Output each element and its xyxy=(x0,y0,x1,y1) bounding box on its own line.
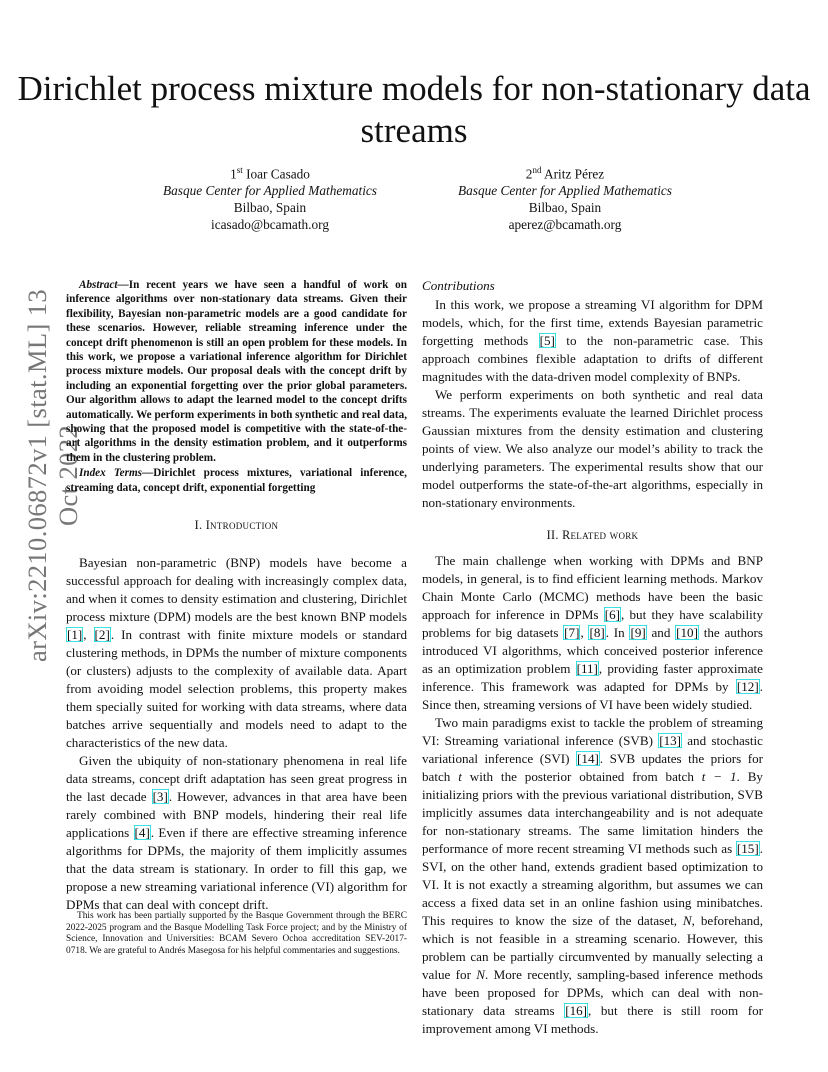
author-block-2 xyxy=(395,162,735,233)
math-variable: N xyxy=(476,967,485,982)
math-variable: t xyxy=(458,769,462,784)
citation-link[interactable]: [10] xyxy=(676,625,698,640)
subsection-heading-contributions: Contributions xyxy=(422,278,495,293)
citation-link[interactable]: [2] xyxy=(94,627,110,643)
citation-link[interactable]: [4] xyxy=(134,825,150,841)
contributions-paragraph-1: In this work, we propose a streaming VI algorithm for DPM models, which, for the first time, extends Bayesian parametric forgetting methods [5] to the non-parametric case. This approach combines flexible adaptation to drifts of different magnitudes with the data-driven model complexity of BNPs. xyxy=(422,297,763,384)
footnote-funding: This work has been partially supported by the Basque Government through the BERC 2022-2025 program and the Basque Modelling Task Force project; and by the Ministry of Science, Innovation and Universities: BCAM Severo Ochoa accreditation SEV-2017-0718. We are grateful to Andrés Masegosa for his helpful commentaries and suggestions. xyxy=(66,911,407,957)
citation-link[interactable]: [15] xyxy=(736,841,759,856)
paper-title: Dirichlet process mixture models for non-stationary data streams xyxy=(17,69,811,150)
author-email: icasado@bcamath.org xyxy=(211,217,329,233)
author-email: aperez@bcamath.org xyxy=(508,217,622,233)
author-affiliation: Basque Center for Applied Mathematics xyxy=(163,183,377,199)
citation-link[interactable]: [6] xyxy=(604,607,621,622)
citation-link[interactable]: [13] xyxy=(659,733,682,748)
section-heading-introduction: I. Introduction xyxy=(194,518,279,533)
section-heading-related-work: II. Related work xyxy=(546,528,639,542)
contributions-paragraph-2: We perform experiments on both synthetic and real data streams. The experiments evaluate the learned Dirichlet process Gaussian mixtures from the density estimation and clustering points of view. We also analyze our model’s ability to track the underlying parameters. The experimental results show that our model outperforms the state-of-the-art algorithms, especially in non-stationary environments. xyxy=(422,387,763,510)
author-affiliation: Basque Center for Applied Mathematics xyxy=(458,183,672,199)
citation-link[interactable]: [11] xyxy=(576,661,598,676)
arxiv-stamp: arXiv:2210.06872v1 [stat.ML] 13 Oct 2022 xyxy=(22,288,83,662)
citation-link[interactable]: [7] xyxy=(564,625,580,640)
author-block-1 xyxy=(100,162,440,233)
intro-paragraph-1: Bayesian non-parametric (BNP) models have become a successful approach for dealing with increasingly complex data, and when it comes to density estimation and clustering, Dirichlet process mixture (DPM) models are the best known BNP models [1], [2]. In contrast with finite mixture models or standard clustering methods, in DPMs the number of mixture components (or clusters) adjusts to the complexity of available data. Apart from avoiding model selection problems, this property makes them specially suited for working with data streams, where data batches arrive sequentially and models need to adapt to the characteristics of the new data. xyxy=(66,555,408,751)
intro-paragraph-2: Given the ubiquity of non-stationary phenomena in real life data streams, concept drift adaptation has seen great progress in the last decade [3]. However, advances in that area have been rarely combined with BNP models, hindering their real life applications [4]. Even if there are effective streaming inference algorithms for DPMs, the majority of them implicitly assumes that the data stream is stationary. In order to fill this gap, we propose a new streaming variational inference (VI) algorithm for DPMs that can deal with concept drift. xyxy=(66,753,407,913)
abstract: Abstract—In recent years we have seen a handful of work on inference algorithms over non-stationary data streams. Given their flexibility, Bayesian non-parametric models are a good candidate for these scenarios. However, reliable streaming inference under the concept drift phenomenon is still an open problem for these models. In this work, we propose a variational inference algorithm for Dirichlet process mixture models. Our proposal deals with the concept drift by including an exponential forgetting over the prior global parameters. Our algorithm allows to adapt the learned model to the concept drifts automatically. We perform experiments in both synthetic and real data, showing that the proposed model is competitive with the state-of-the-art algorithms in the density estimation problem, and it outperforms them in the clustering problem. xyxy=(66,279,407,464)
math-variable: N xyxy=(682,913,692,928)
citation-link[interactable]: [14] xyxy=(577,751,599,766)
citation-link[interactable]: [8] xyxy=(589,625,605,640)
math-expression: t − 1 xyxy=(701,769,737,784)
author-name: 1st Ioar Casado xyxy=(230,165,310,182)
related-paragraph-1: The main challenge when working with DPMs and BNP models, in general, is to find efficient learning methods. Markov Chain Monte Carlo (MCMC) methods have been the basic approach for inference in DPMs [6], but they have scalability problems for big datasets [7], [8]. In [9] and [10] the authors introduced VI algorithms, which conceived posterior inference as an optimization problem [11], providing faster approximate inference. This framework was adapted for DPMs by [12]. Since then, streaming versions of VI have been widely studied. xyxy=(422,553,764,712)
citation-link[interactable]: [16] xyxy=(565,1003,588,1018)
citation-link[interactable]: [9] xyxy=(630,625,646,640)
left-column xyxy=(66,278,407,914)
index-terms: Index Terms—Dirichlet process mixtures, variational inference, streaming data, concept drift, exponential forgetting xyxy=(66,467,407,494)
citation-link[interactable]: [5] xyxy=(539,333,555,348)
citation-link[interactable]: [3] xyxy=(152,789,168,805)
related-paragraph-2: Two main paradigms exist to tackle the problem of streaming VI: Streaming variational inference (SVB) [13] and stochastic variational inference (SVI) [14]. SVB updates the priors for batch t with the posterior obtained from batch t − 1. By initializing priors with the previous variational distribution, SVB implicitly assumes data interchangeability and is not adequate for non-stationary streams. The same limitation hinders the performance of more recent streaming VI methods such as [15]. SVI, on the other hand, extends gradient based optimization to VI. It is not exactly a streaming algorithm, but assumes we can access a fixed data set in an online fashion using minibatches. This requires to know the size of the dataset, N, beforehand, which is not feasible in a streaming scenario. However, this problem can be partially circumvented by manually selecting a value for N. More recently, sampling-based inference methods have been proposed for DPMs, which can deal with non-stationary data streams [16], but there is still room for improvement among VI methods. xyxy=(422,715,764,1036)
author-name: 2nd Aritz Pérez xyxy=(525,165,605,182)
citation-link[interactable]: [1] xyxy=(67,627,83,643)
citation-link[interactable]: [12] xyxy=(736,679,759,694)
author-city: Bilbao, Spain xyxy=(528,200,602,216)
author-city: Bilbao, Spain xyxy=(233,200,307,216)
right-column xyxy=(422,277,763,1038)
